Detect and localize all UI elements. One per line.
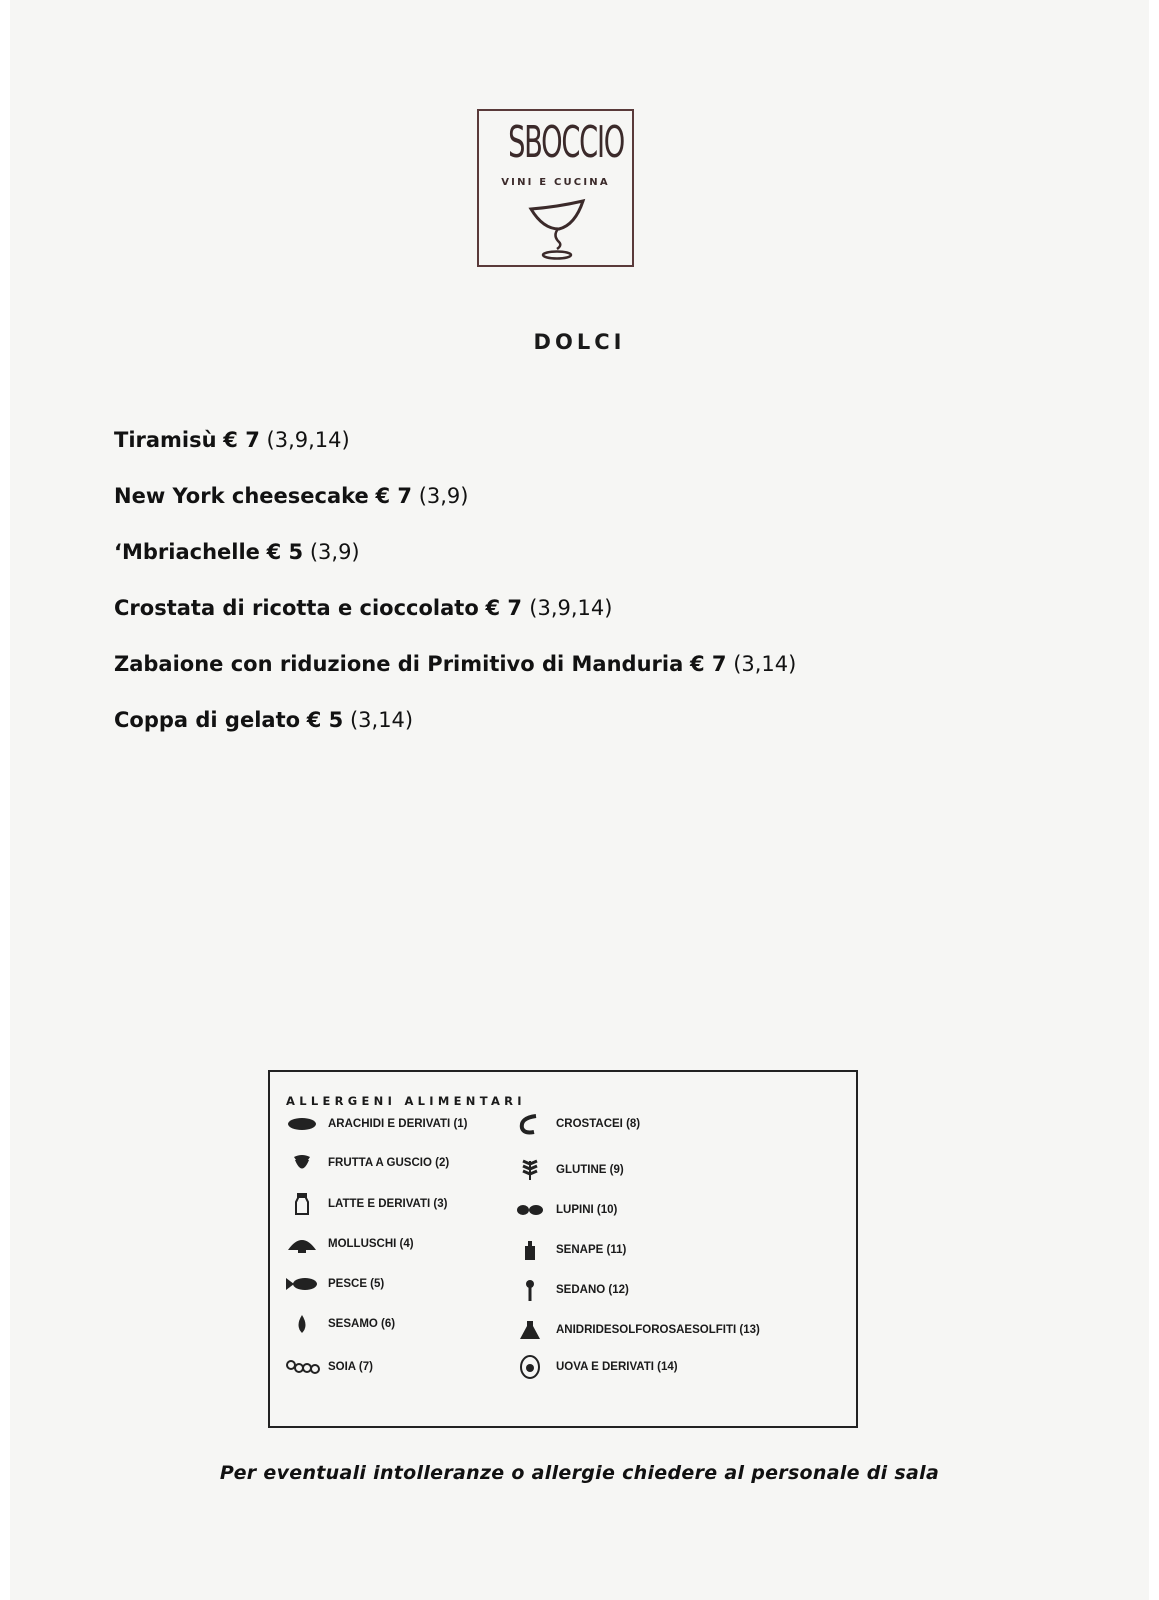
wheat-icon [510, 1158, 550, 1182]
flask-icon [510, 1318, 550, 1342]
lupin-icon [510, 1198, 550, 1222]
shrimp-icon [510, 1112, 550, 1136]
allergen-label: SOIA (7) [328, 1361, 373, 1373]
allergen-label: MOLLUSCHI (4) [328, 1238, 414, 1250]
dish-price: € 5 [306, 708, 344, 732]
logo-name: SBOCCIO [508, 117, 625, 168]
allergen-label: ARACHIDI E DERIVATI (1) [328, 1118, 468, 1130]
menu-item [114, 593, 796, 649]
allergen-label: CROSTACEI (8) [556, 1118, 641, 1130]
peanut-icon [282, 1112, 322, 1136]
dish-allergens: (3,9) [418, 484, 469, 508]
menu-item [114, 649, 796, 705]
dish-name: Crostata di ricotta e cioccolato [114, 596, 479, 620]
page-edge-right [1149, 0, 1159, 1600]
dish-price: € 7 [689, 652, 727, 676]
allergen-legend-title: ALLERGENI ALIMENTARI [286, 1094, 526, 1108]
allergen-item [510, 1238, 626, 1262]
celery-icon [510, 1278, 550, 1302]
allergen-item [282, 1312, 395, 1336]
dish-price: € 7 [375, 484, 412, 508]
allergen-label: PESCE (5) [328, 1278, 385, 1290]
allergen-label: ANIDRIDESOLFOROSAESOLFITI (13) [556, 1324, 760, 1336]
soy-icon [282, 1355, 322, 1379]
page-edge-left [0, 0, 10, 1600]
allergen-label: SESAMO (6) [328, 1318, 396, 1330]
allergen-item [282, 1232, 414, 1256]
wine-glass-icon [525, 191, 589, 261]
allergen-label: LATTE E DERIVATI (3) [328, 1198, 448, 1210]
egg-icon [510, 1355, 550, 1379]
dish-price: € 7 [485, 596, 530, 620]
allergen-item [282, 1112, 468, 1136]
allergen-label: GLUTINE (9) [556, 1164, 624, 1176]
dish-price: € 7 [223, 428, 260, 452]
menu-item [114, 481, 796, 537]
allergen-item [510, 1278, 629, 1302]
allergen-label: SEDANO (12) [556, 1284, 629, 1296]
nut-icon [282, 1151, 322, 1175]
allergen-label: SENAPE (11) [556, 1244, 627, 1256]
allergen-item [510, 1158, 624, 1182]
menu-item [114, 705, 796, 761]
allergy-footer-note: Per eventuali intolleranze o allergie chiedere al personale di sala [219, 1462, 940, 1484]
dish-allergens: (3,9,14) [529, 596, 613, 620]
allergen-item [282, 1355, 373, 1379]
sesame-icon [282, 1312, 322, 1336]
allergen-item [510, 1198, 617, 1222]
dish-price: € 5 [266, 540, 304, 564]
dish-name: ‘Mbriachelle [114, 540, 260, 564]
fish-icon [282, 1272, 322, 1296]
allergen-item [282, 1192, 447, 1216]
dish-name: Coppa di gelato [114, 708, 301, 732]
allergen-label: LUPINI (10) [556, 1204, 618, 1216]
dish-name: New York cheesecake [114, 484, 369, 508]
dish-name: Tiramisù [114, 428, 217, 452]
milk-bottle-icon [282, 1192, 322, 1216]
restaurant-logo [477, 109, 634, 267]
dish-allergens: (3,9,14) [266, 428, 350, 452]
shell-icon [282, 1232, 322, 1256]
allergen-item [282, 1272, 384, 1296]
allergen-label: UOVA E DERIVATI (14) [556, 1361, 678, 1373]
section-title: DOLCI [533, 330, 626, 354]
allergen-label: FRUTTA A GUSCIO (2) [328, 1157, 450, 1169]
dish-name: Zabaione con riduzione di Primitivo di Manduria [114, 652, 684, 676]
allergen-legend [268, 1070, 858, 1428]
menu-item [114, 425, 796, 481]
dish-allergens: (3,14) [349, 708, 414, 732]
dessert-menu [114, 425, 796, 761]
allergen-item [510, 1112, 640, 1136]
allergen-item [510, 1355, 678, 1379]
mustard-jar-icon [510, 1238, 550, 1262]
dish-allergens: (3,9) [309, 540, 360, 564]
menu-item [114, 537, 796, 593]
dish-allergens: (3,14) [733, 652, 797, 676]
allergen-item [282, 1151, 449, 1175]
logo-subtitle: VINI E CUCINA [501, 177, 610, 188]
allergen-item [510, 1318, 760, 1342]
